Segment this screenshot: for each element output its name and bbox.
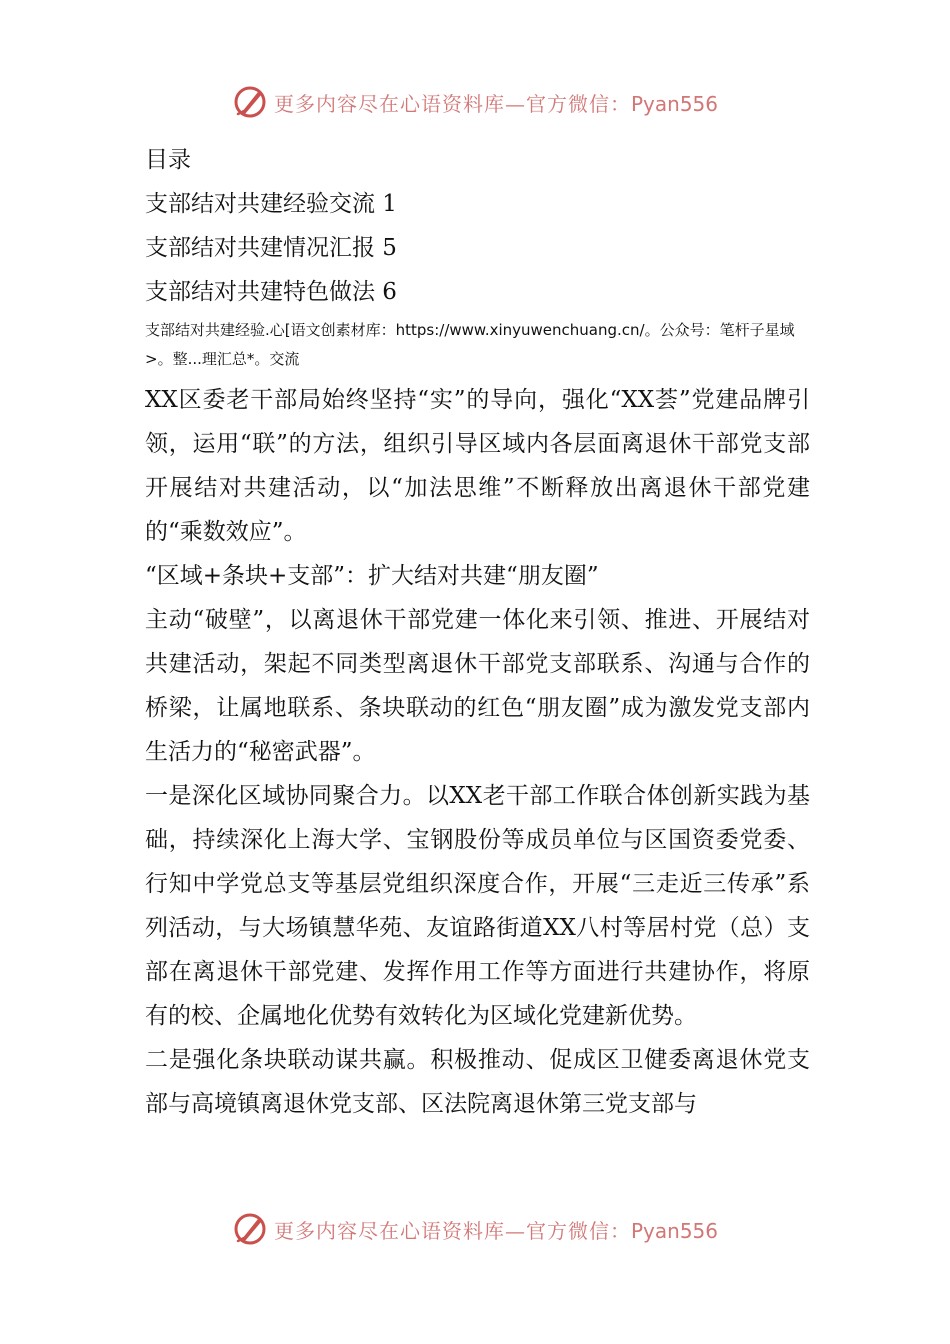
wechat-id: Pyan556 [630, 1218, 718, 1243]
section-heading: “区域+条块+支部”：扩大结对共建“朋友圈” [145, 563, 599, 589]
paragraph: 一是深化区域协同聚合力。以XX老干部工作联合体创新实践为基础，持续深化上海大学、宝钢股份等成员单位与区国资委党委、行知中学党总支等基层党组织深度合作，开展“三走近三传承”系列活动，与大场镇慧华苑、友谊路街道XX八村等居村党（总）支部在离退休干部党建、发挥作用工作等方面进行共建协作，将原有的校、企属地化优势有效转化为区域化党建新优势。 [145, 783, 810, 1029]
paragraph: 主动“破壁”，以离退休干部党建一体化来引领、推进、开展结对共建活动，架起不同类型离退休干部党支部联系、沟通与合作的桥梁，让属地联系、条块联动的红色“朋友圈”成为激发党支部内生活力的“秘密武器”。 [145, 607, 810, 765]
toc-title: 目录 [145, 147, 191, 173]
paragraph: XX区委老干部局始终坚持“实”的导向，强化“XX荟”党建品牌引领，运用“联”的方法，组织引导区域内各层面离退休干部党支部开展结对共建活动，以“加法思维”不断释放出离退休干部党建的“乘数效应”。 [145, 387, 810, 545]
paragraph: 二是强化条块联动谋共赢。积极推动、促成区卫健委离退休党支部与高境镇离退休党支部、区法院离退休第三党支部与 [145, 1047, 810, 1117]
banner-text: 更多内容尽在心语资料库—官方微信：Pyan556 [273, 1218, 718, 1243]
quill-logo-icon [232, 1211, 268, 1247]
footer-watermark-banner [0, 1209, 950, 1249]
toc-item: 支部结对共建经验交流 1 [145, 191, 397, 217]
article-subtitle: 支部结对共建经验.心[语文创素材库：https://www.xinyuwenchuang.cn/。公众号：笔杆子星域>。整...理汇总*。交流 [145, 321, 795, 368]
header-watermark-banner [0, 82, 950, 122]
toc-item: 支部结对共建情况汇报 5 [145, 235, 397, 261]
quill-logo-icon [232, 84, 268, 120]
toc-item: 支部结对共建特色做法 6 [145, 279, 397, 305]
document-body [145, 138, 810, 1126]
banner-text: 更多内容尽在心语资料库—官方微信：Pyan556 [273, 91, 718, 116]
wechat-id: Pyan556 [630, 91, 718, 116]
